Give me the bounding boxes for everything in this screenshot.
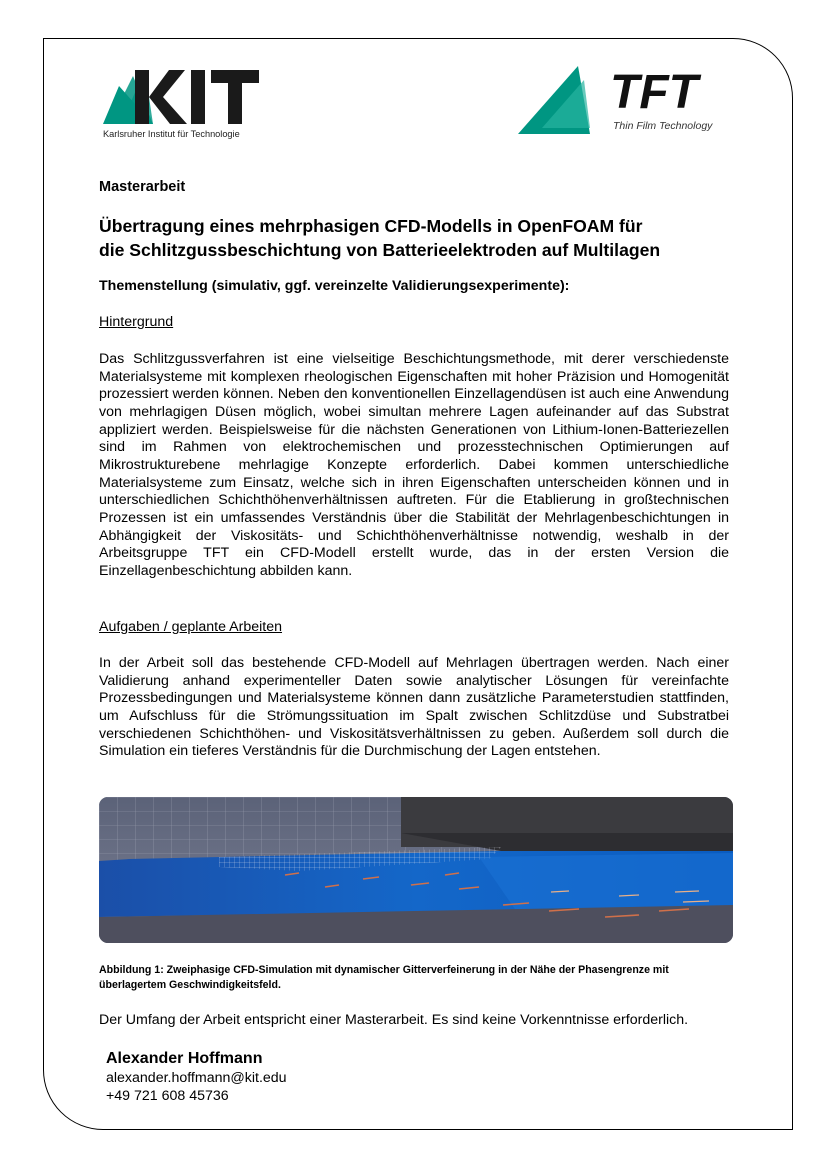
- contact-name: Alexander Hoffmann: [106, 1050, 263, 1067]
- tft-logo-subtitle: Thin Film Technology: [613, 120, 713, 132]
- figure-caption: Abbildung 1: Zweiphasige CFD-Simulation mit dynamischer Gitterverfeinerung in der Nähe der Phasengrenze mit überlagertem Geschwindigkeitsfeld.: [99, 964, 669, 991]
- contact-phone: +49 721 608 45736: [106, 1088, 229, 1104]
- topic-heading: Themenstellung (simulativ, ggf. vereinzelte Validierungsexperimente):: [99, 278, 570, 294]
- tft-wordmark: TFT: [610, 66, 698, 119]
- scope-paragraph: Der Umfang der Arbeit entspricht einer Masterarbeit. Es sind keine Vorkenntnisse erforderlich.: [99, 1012, 689, 1028]
- background-paragraph: Das Schlitzgussverfahren ist eine vielseitige Beschichtungsmethode, mit derer verschiedenste Materialsysteme mit komplexen rheologischen Eigenschaften mit hoher Präzision und Homogenität prozessiert werden können. Neben den konventionellen Einzellagendüsen ist auch eine Anwendung von mehrlagigen Düsen möglich, wobei simultan mehrere Lagen aufeinander auf das Substrat appliziert werden. Beispielsweise für die nächsten Generationen von Lithium-Ionen-Batteriezellen sind im Rahmen von elektrochemischen und prozesstechnischen Optimierungen auf Mikrostrukturebene mehrlagige Konzepte erforderlich. Dabei kommen unterschiedliche Materialsysteme zum Einsatz, welche sich in ihren Eigenschaften unterscheiden können und in unterschiedlichen Schichthöhenverhältnissen auftreten. Für die Etablierung in großtechnischen Prozessen ist ein umfassendes Verständnis über die Stabilität der Mehrlagenbeschichtungen in Abhängigkeit der Viskositäts- und Schichthöhenverhältnisse notwendig, weshalb in der Arbeitsgruppe TFT ein CFD-Modell erstellt wurde, das in der ersten Version die Einzellagenbeschichtung abbilden kann.: [99, 351, 729, 579]
- kit-logo-subtitle: Karlsruher Institut für Technologie: [103, 129, 240, 139]
- background-heading: Hintergrund: [99, 314, 174, 330]
- document-type: Masterarbeit: [99, 179, 186, 195]
- contact-email[interactable]: alexander.hoffmann@kit.edu: [106, 1070, 287, 1086]
- title-line-1: Übertragung eines mehrphasigen CFD-Modells in OpenFOAM für: [99, 216, 643, 236]
- simulation-image: [99, 797, 733, 943]
- tasks-paragraph: In der Arbeit soll das bestehende CFD-Modell auf Mehrlagen übertragen werden. Nach einer Validierung anhand experimenteller Daten sowie analytischer Lösungen für vereinfachte Prozessbedingungen und Materialsysteme können dann zusätzliche Parameterstudien stattfinden, um Aufschluss für die Strömungssituation im Spalt zwischen Schlitzdüse und Substratbei verschiedenen Schichthöhen- und Viskositätsverhältnissen zu geben. Außerdem soll durch die Simulation ein tieferes Verständnis für die Durchmischung der Lagen entstehen.: [99, 655, 729, 760]
- simulation-figure: [99, 797, 733, 943]
- title-line-2: die Schlitzgussbeschichtung von Batterieelektroden auf Multilagen: [99, 240, 661, 260]
- tasks-heading: Aufgaben / geplante Arbeiten: [99, 619, 283, 635]
- document-title: [99, 214, 729, 262]
